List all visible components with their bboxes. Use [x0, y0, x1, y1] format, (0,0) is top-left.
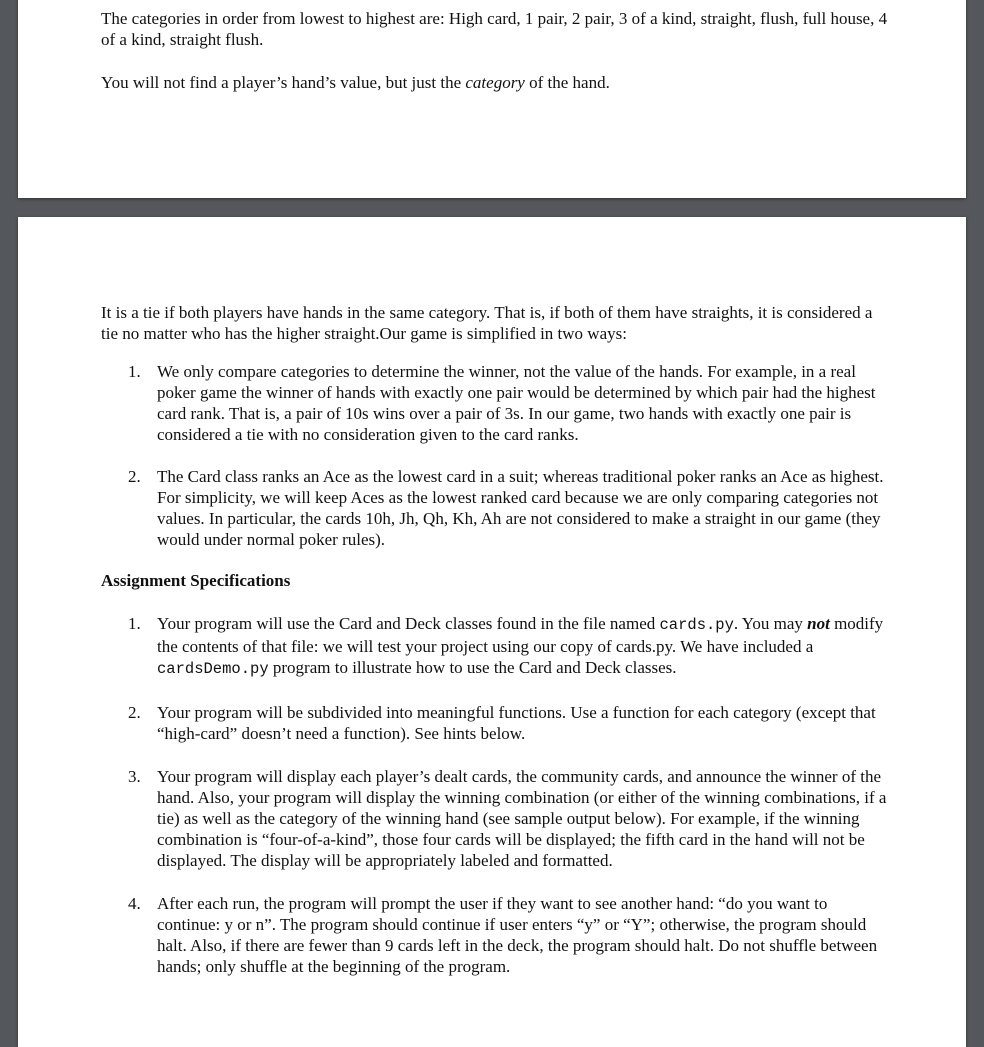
category-note-paragraph — [101, 72, 891, 93]
list-item-text: Your program will be subdivided into meaningful functions. Use a function for each category (except that “high-card” doesn’t need a function). See hints below. — [157, 703, 876, 743]
spec-text: Your program will use the Card and Deck classes found in the file named — [157, 614, 660, 633]
spec-text: modify the contents of that file: we will test your project using our copy of cards.py. We have included a — [157, 614, 884, 656]
category-emphasis: category — [465, 73, 525, 92]
spec-text: . You may — [733, 614, 808, 633]
category-note-text-2: of the hand. — [524, 73, 610, 92]
list-number: 1. — [128, 362, 141, 381]
simplifications-list — [101, 361, 891, 550]
emphasis-not: not — [807, 614, 830, 633]
document-page-1 — [18, 0, 966, 198]
categories-paragraph: The categories in order from lowest to highest are: High card, 1 pair, 2 pair, 3 of a kind, straight, flush, full house, 4 of a kind, straight flush. — [101, 9, 888, 49]
list-item-text: The Card class ranks an Ace as the lowest card in a suit; whereas traditional poker ranks an Ace as highest. For simplicity, we will keep Aces as the lowest ranked card because we are only comparing categories not values. In particular, the cards 10h, Jh, Qh, Kh, Ah are not considered to make a straight in our game (they would under normal poker rules). — [157, 467, 884, 549]
section-heading: Assignment Specifications — [101, 571, 291, 590]
list-number: 4. — [128, 894, 141, 913]
code-filename: cardsDemo.py — [157, 660, 269, 678]
specifications-list — [101, 613, 891, 977]
list-item — [101, 893, 891, 977]
list-number: 3. — [128, 767, 141, 786]
spec-text: program to illustrate how to use the Card and Deck classes. — [268, 658, 677, 677]
list-number: 2. — [128, 703, 141, 722]
list-item-text: We only compare categories to determine the winner, not the value of the hands. For example, in a real poker game the winner of hands with exactly one pair would be determined by which pair had the highest card rank. That is, a pair of 10s wins over a pair of 3s. In our game, two hands with exactly one pair is considered a tie with no consideration given to the card ranks. — [157, 362, 876, 444]
list-item — [101, 613, 891, 680]
tie-intro-paragraph: It is a tie if both players have hands in the same category. That is, if both of them have straights, it is considered a tie no matter who has the higher straight.Our game is simplified in two ways: — [101, 303, 873, 343]
list-item — [101, 466, 891, 550]
list-item — [101, 702, 891, 744]
document-page-2 — [18, 217, 966, 1047]
list-number: 2. — [128, 467, 141, 486]
list-number: 1. — [128, 614, 141, 633]
code-filename: cards.py — [659, 616, 734, 634]
category-note-text-1: You will not find a player’s hand’s value, but just the — [101, 73, 466, 92]
list-item-text: After each run, the program will prompt the user if they want to see another hand: “do you want to continue: y or n”. The program should continue if user enters “y” or “Y”; otherwise, the program should halt. Also, if there are fewer than 9 cards left in the deck, the program should halt. Do not shuffle between hands; only shuffle at the beginning of the program. — [157, 894, 878, 976]
page-2-body — [101, 302, 891, 977]
list-item-text: Your program will display each player’s dealt cards, the community cards, and announce the winner of the hand. Also, your program will display the winning combination (or either of the winning combinations, if a tie) as well as the category of the winning hand (see sample output below). For example, if the winning combination is “four-of-a-kind”, those four cards will be displayed; the fifth card in the hand will not be displayed. The display will be appropriately labeled and formatted. — [157, 767, 887, 870]
list-item — [101, 361, 891, 445]
list-item — [101, 766, 891, 871]
